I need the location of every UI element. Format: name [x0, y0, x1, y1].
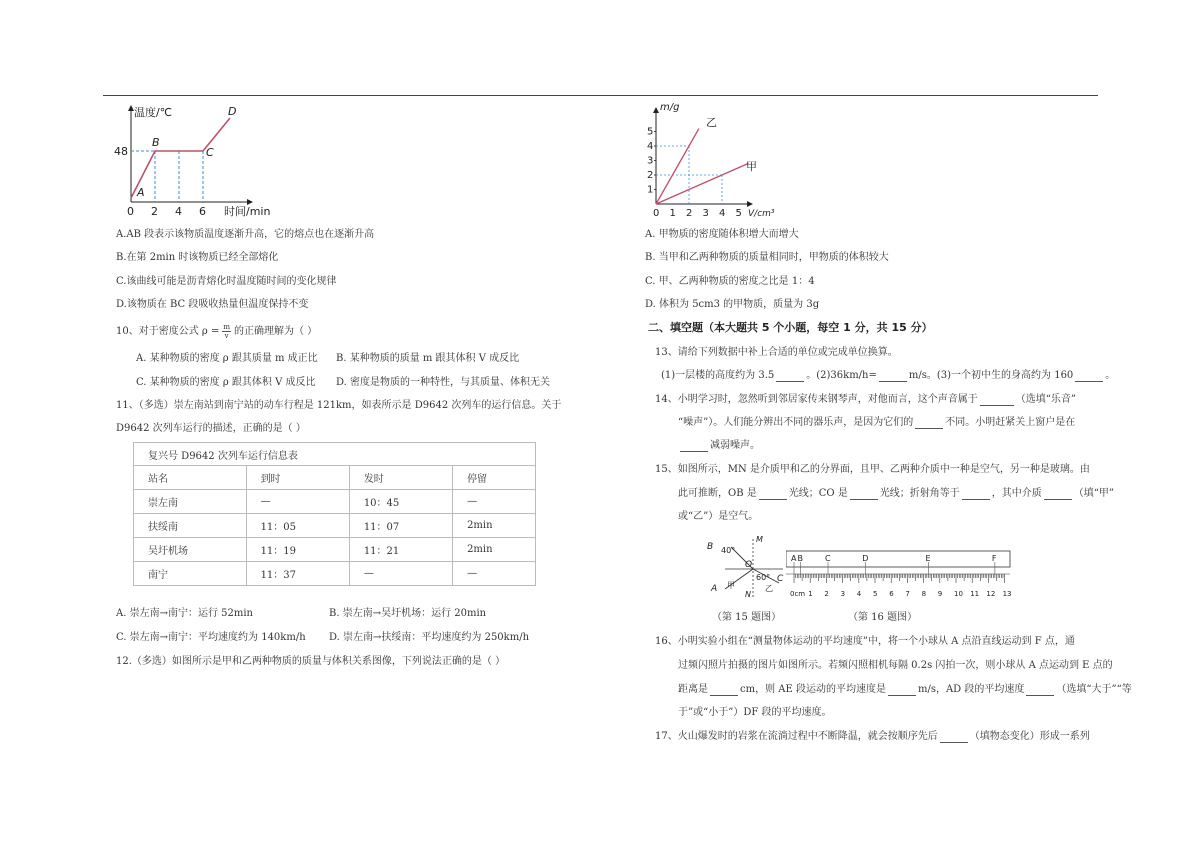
q9-option-a: A.AB 段表示该物质温度逐渐升高，它的熔点也在逐渐升高: [116, 229, 375, 240]
q13-part4: 。: [1105, 370, 1116, 381]
table-cell: 11：19: [246, 538, 349, 562]
q16-line1: 16、小明实验小组在“测量物体运动的平均速度”中，将一个小球从 A 点沿直线运动到 F 点，通: [655, 636, 1075, 647]
answer-blank[interactable]: [776, 371, 804, 382]
x-axis-label: 时间/min: [224, 205, 271, 218]
fraction-numerator: m: [223, 323, 230, 331]
q12-option-a: A. 甲物质的密度随体积增大而增大: [645, 229, 799, 240]
q14-text-a1: 14、小明学习时，忽然听到邻居家传来钢琴声，对他而言，这个声音属于: [655, 394, 978, 405]
answer-blank[interactable]: [1075, 371, 1103, 382]
q10-stem-post: 的正确理解为（ ）: [233, 326, 318, 337]
x-tick-4: 4: [175, 205, 182, 218]
ruler-number: 7: [905, 590, 910, 598]
q13-stem: 13、请给下列数据中补上合适的单位或完成单位换算。: [655, 347, 898, 358]
ruler-number: 8: [921, 590, 927, 598]
section-title-fill-in: 二、填空题（本大题共 5 个小题，每空 1 分，共 15 分）: [648, 321, 933, 334]
figure-16-caption: （第 16 题图）: [848, 612, 918, 623]
q14-text-a2: （选填“乐音”: [1015, 394, 1076, 405]
fraction-denominator: v: [224, 332, 229, 340]
density-fraction: [222, 323, 231, 340]
answer-blank[interactable]: [888, 685, 916, 696]
table-cell: 11：21: [349, 538, 452, 562]
q15-text-b: 光线；CO 是: [788, 488, 848, 499]
q11-option-b: B. 崇左南→吴圩机场：运行 20min: [329, 608, 487, 619]
table-cell: 崇左南: [134, 490, 247, 514]
table-cell: —: [453, 562, 536, 586]
y-tick-48: 48: [114, 145, 128, 158]
q13-line: [661, 370, 1115, 382]
answer-blank[interactable]: [962, 489, 990, 500]
q14-text-b1: “噪声”）。人们能分辨出不同的器乐声，是因为它们的: [678, 417, 914, 428]
q9-option-d: D.该物质在 BC 段吸收热量但温度保持不变: [116, 299, 309, 310]
q10-stem-pre: 10、对于密度公式 ρ =: [116, 326, 220, 337]
table-cell: 11：05: [246, 514, 349, 538]
table-row: [134, 562, 536, 586]
fig15-label-40: 40°: [721, 546, 736, 555]
page-top-rule: [103, 95, 1098, 96]
q10-option-b: B. 某种物质的质量 m 跟其体积 V 成反比: [336, 353, 520, 364]
x-axis-label: V/cm³: [748, 209, 775, 219]
fig15-label-yi: 乙: [765, 584, 773, 593]
q13-part1: (1)一层楼的高度约为 3.5: [661, 370, 775, 381]
q15-text-a: 此可推断，OB 是: [678, 488, 757, 499]
y-tick-label: 1: [647, 184, 654, 196]
ruler-number: 5: [873, 590, 878, 598]
ruler-number: 9: [937, 590, 943, 598]
fig15-label-n: N: [745, 590, 751, 599]
y-tick-label: 4: [647, 141, 654, 152]
q12-option-b: B. 当甲和乙两种物质的质量相同时，甲物质的体积较大: [645, 252, 889, 263]
q17-line1: [655, 731, 1090, 743]
ruler-number: 3: [840, 590, 846, 598]
answer-blank[interactable]: [940, 732, 968, 743]
answer-blank[interactable]: [980, 395, 1014, 406]
q15-text-e: （填“甲”: [1073, 488, 1114, 499]
q16-text-c: m/s，AD 段的平均速度: [917, 684, 1025, 695]
table-cell: 11：07: [349, 514, 452, 538]
point-a-label: A: [137, 186, 145, 199]
answer-blank[interactable]: [1044, 489, 1072, 500]
header-arrive: 到时: [246, 466, 349, 490]
header-stop: 停留: [453, 466, 536, 490]
q10-option-d: D. 密度是物质的一种特性，与其质量、体积无关: [336, 377, 551, 388]
x-tick-2: 2: [151, 205, 158, 218]
x-tick-label: 1: [669, 208, 676, 219]
answer-blank[interactable]: [759, 489, 787, 500]
x-tick-6: 6: [199, 205, 206, 218]
figure-15-refraction-diagram: [705, 533, 785, 601]
table-title: 复兴号 D9642 次列车运行信息表: [134, 443, 536, 466]
q16-line4: 于”或“小于”）DF 段的平均速度。: [678, 707, 832, 718]
table-cell: —: [453, 490, 536, 514]
ball-label-b: B: [797, 554, 803, 563]
table-cell: —: [246, 490, 349, 514]
q12-mass-volume-chart: [640, 98, 790, 220]
q10-option-c: C. 某种物质的密度 ρ 跟其体积 V 成反比: [136, 377, 316, 388]
fig15-label-b: B: [707, 542, 714, 552]
point-c-label: C: [206, 146, 214, 159]
q12-stem: 12.（多选）如图所示是甲和乙两种物质的质量与体积关系图像，下列说法正确的是（ ）: [116, 656, 506, 667]
q15-text-c: 光线；折射角等于: [879, 488, 960, 499]
answer-blank[interactable]: [879, 371, 907, 382]
q16-line3: [678, 684, 1132, 696]
q10-option-a: A. 某种物质的密度 ρ 跟其质量 m 成正比: [136, 353, 318, 364]
table-cell: 11：37: [246, 562, 349, 586]
q16-line2: 过频闪照片拍摄的图片如图所示。若频闪照相机每隔 0.2s 闪拍一次，则小球从 A 点运动到 E 点的: [678, 660, 1113, 671]
q11-stem-line2: D9642 次列车运行的描述，正确的是（ ）: [116, 423, 306, 434]
table-row: [134, 538, 536, 562]
y-tick-label: 3: [647, 155, 654, 167]
q9-temperature-chart: [112, 100, 282, 218]
q13-part2: 。(2)36km/h=: [806, 370, 877, 381]
train-schedule-table: [133, 442, 536, 586]
table-title-row: [134, 443, 536, 466]
answer-blank[interactable]: [915, 418, 943, 429]
x-tick-0: 0: [127, 205, 134, 218]
x-tick-label: 4: [719, 208, 726, 219]
q11-option-c: C. 崇左南→南宁：平均速度约为 140km/h: [116, 632, 306, 643]
fig15-label-c: C: [777, 574, 784, 584]
table-cell: 2min: [453, 538, 536, 562]
ruler-number: 4: [856, 590, 862, 598]
x-tick-label: 3: [702, 208, 709, 219]
q11-option-a: A. 崇左南→南宁：运行 52min: [116, 608, 253, 619]
fig15-label-o: O: [745, 560, 753, 570]
fig15-label-a: A: [711, 584, 718, 594]
ball-label-e: E: [925, 554, 931, 563]
q15-line3: 或“乙”）是空气。: [678, 511, 759, 522]
q12-option-d: D. 体积为 5cm3 的甲物质，质量为 3g: [645, 299, 820, 310]
ruler-number: 6: [889, 590, 894, 598]
point-b-label: B: [152, 136, 160, 149]
q11-stem-line1: 11、（多选）崇左南站到南宁站的动车行程是 121km，如表所示是 D9642 次列车的运行信息。关于: [116, 400, 562, 411]
table-cell: 南宁: [134, 562, 247, 586]
q17-text-a: 17、火山爆发时的岩浆在流淌过程中不断降温，就会按顺序先后: [655, 731, 938, 742]
series-label-yi: 乙: [706, 116, 717, 129]
ball-label-c: C: [825, 554, 831, 563]
fig15-label-jia: 甲: [727, 581, 735, 590]
y-tick-label: 2: [647, 170, 654, 181]
fig15-label-m: M: [756, 535, 763, 544]
q14-line2: [678, 417, 1075, 429]
ruler-number: 12: [986, 590, 996, 598]
series-line-jia: [656, 163, 748, 204]
answer-blank[interactable]: [1026, 685, 1054, 696]
x-tick-label: 5: [735, 208, 742, 219]
ball-label-d: D: [862, 554, 869, 563]
ball-label-f: F: [991, 554, 997, 563]
ruler-number: 0cm: [790, 590, 806, 598]
table-header-row: [134, 466, 536, 490]
table-cell: 扶绥南: [134, 514, 247, 538]
q16-text-d: （选填“大于”“等: [1056, 684, 1132, 695]
q14-line1: [655, 394, 1076, 406]
q12-option-c: C. 甲、乙两种物质的密度之比是 1：4: [645, 276, 815, 287]
x-tick-label: 2: [686, 208, 693, 219]
q15-line2: [678, 488, 1114, 500]
q14-line3: [678, 440, 760, 452]
table-row: [134, 490, 536, 514]
q10-stem: [116, 323, 317, 340]
table-cell: —: [349, 562, 452, 586]
y-axis-label: 温度/℃: [134, 106, 173, 119]
header-depart: 发时: [349, 466, 452, 490]
table-cell: 2min: [453, 514, 536, 538]
x-tick-label: 0: [653, 208, 660, 219]
q11-option-d: D. 崇左南→扶绥南：平均速度约为 250km/h: [329, 632, 530, 643]
point-d-label: D: [228, 105, 237, 118]
figure-15-caption: （第 15 题图）: [712, 612, 782, 623]
answer-blank[interactable]: [710, 685, 738, 696]
q13-part3: m/s。(3)一个初中生的身高约为 160: [908, 370, 1074, 381]
ruler-number: 2: [824, 590, 829, 598]
ball-label-a: A: [791, 554, 797, 563]
q16-text-a: 距离是: [678, 684, 708, 695]
y-axis-label: m/g: [660, 102, 680, 113]
answer-blank[interactable]: [850, 489, 878, 500]
answer-blank[interactable]: [680, 441, 708, 452]
fig15-label-60: 60°: [756, 573, 771, 582]
q9-option-c: C.该曲线可能是沥青熔化时温度随时间的变化规律: [116, 276, 337, 287]
q9-option-b: B.在第 2min 时该物质已经全部熔化: [116, 252, 279, 263]
q15-text-d: ，其中介质: [991, 488, 1042, 499]
table-cell: 吴圩机场: [134, 538, 247, 562]
table-cell: 10：45: [349, 490, 452, 514]
ruler-number: 11: [970, 590, 980, 598]
ruler-number: 10: [954, 590, 963, 598]
q14-text-b2: 不同。小明赶紧关上窗户是在: [945, 417, 1076, 428]
ruler-number: 13: [1002, 590, 1012, 598]
q15-line1: 15、如图所示，MN 是介质甲和乙的分界面，且甲、乙两种介质中一种是空气，另一种是玻璃。由: [655, 464, 1090, 475]
y-tick-label: 5: [647, 126, 654, 138]
q14-text-c2: 减弱噪声。: [710, 440, 760, 451]
q16-text-b: cm，则 AE 段运动的平均速度是: [740, 684, 886, 695]
series-line-yi: [656, 129, 699, 204]
ruler-number: 1: [808, 590, 813, 598]
table-row: [134, 514, 536, 538]
header-station: 站名: [134, 466, 247, 490]
q17-text-b: （填物态变化）形成一系列: [969, 731, 1090, 742]
figure-16-ruler-diagram: [786, 548, 1012, 600]
series-label-jia: 甲: [746, 160, 757, 173]
temperature-curve: [131, 118, 230, 198]
